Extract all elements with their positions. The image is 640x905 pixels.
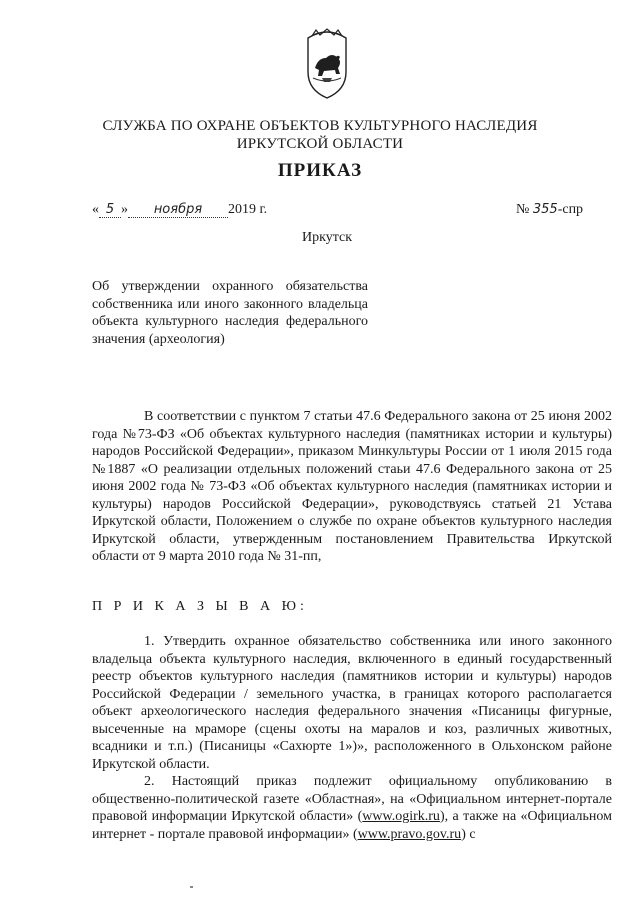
clause-2-part-1: 2. Настоящий приказ подлежит официальному опубликованию в общественно-политической газете «Областная», на «Официальном интернет-портале правовой информации Иркутской области» ( bbox=[92, 774, 612, 824]
clause-2 bbox=[92, 773, 612, 843]
number-suffix: -спр bbox=[557, 202, 584, 217]
preamble bbox=[92, 408, 612, 566]
number-prefix: № bbox=[516, 202, 530, 217]
date-month: ноября bbox=[128, 202, 228, 218]
ogirk-link[interactable]: www.ogirk.ru bbox=[362, 809, 440, 824]
document-subject: Об утверждении охранного обязательства собственника или иного законного владельца объекта культурного наследия федерального значения (археология) bbox=[92, 279, 368, 347]
clause-2-part-2: ), а также на «Официальном интернет - портале правовой информации» ( bbox=[92, 809, 612, 842]
order-heading: П Р И К А З Ы В А Ю: bbox=[92, 599, 308, 614]
order-clauses bbox=[92, 633, 612, 843]
document-city: Иркутск bbox=[301, 230, 353, 245]
number-value: 355 bbox=[532, 202, 558, 217]
date-year: 2019 г. bbox=[228, 202, 268, 217]
clause-1: 1. Утвердить охранное обязательство собственника или иного законного владельца объекта культурного наследия, включенного в единый государственный реестр объектов культурного наследия (памятников истории и культуры) народов Российской Федерации / земельного участка, в границах которого располагается объект археологического наследия федерального значения «Писаницы фигурные, высеченные на мраморе (сцены охоты на маралов и коз, различных животных, всадники и т.п.) (Писаницы «Сахюрте 1»)», расположенного в Ольхонском районе Иркутской области. bbox=[92, 634, 612, 772]
document-number bbox=[516, 202, 583, 218]
document-type-title: ПРИКАЗ bbox=[277, 160, 363, 181]
agency-name bbox=[0, 117, 640, 153]
agency-line-2: ИРКУТСКОЙ ОБЛАСТИ bbox=[236, 136, 404, 152]
date-close-quote: » bbox=[121, 202, 128, 217]
document-date bbox=[92, 202, 267, 218]
coat-of-arms-icon bbox=[302, 28, 352, 100]
pravo-link[interactable]: www.pravo.gov.ru bbox=[357, 826, 462, 842]
preamble-text: В соответствии с пунктом 7 статьи 47.6 Федерального закона от 25 июня 2002 года №73-ФЗ «Об объектах культурного наследия (памятниках истории и культуры) народов Российской Федерации», приказом Минкультуры России от 1 июля 2015 года №1887 «О реализации отдельных положений стаьи 47.6 Федерального закона от 25 июня 2002 года № 73-ФЗ «Об объектах культурного наследия (памятниках истории и культуры) народов Российской Федерации», руководствуясь статьей 21 Устава Иркутской области, Положением о службе по охране объектов культурного наследия Иркутской области, утвержденным постановлением Правительства Иркутской области от 9 марта 2010 года № 31-пп, bbox=[92, 409, 612, 564]
agency-line-1: СЛУЖБА ПО ОХРАНЕ ОБЪЕКТОВ КУЛЬТУРНОГО НАСЛЕДИЯ bbox=[102, 118, 538, 134]
clause-2-part-3: ) с bbox=[461, 826, 476, 842]
date-open-quote: « bbox=[92, 202, 99, 217]
scan-speck bbox=[190, 886, 193, 888]
date-day: 5 bbox=[99, 202, 121, 218]
